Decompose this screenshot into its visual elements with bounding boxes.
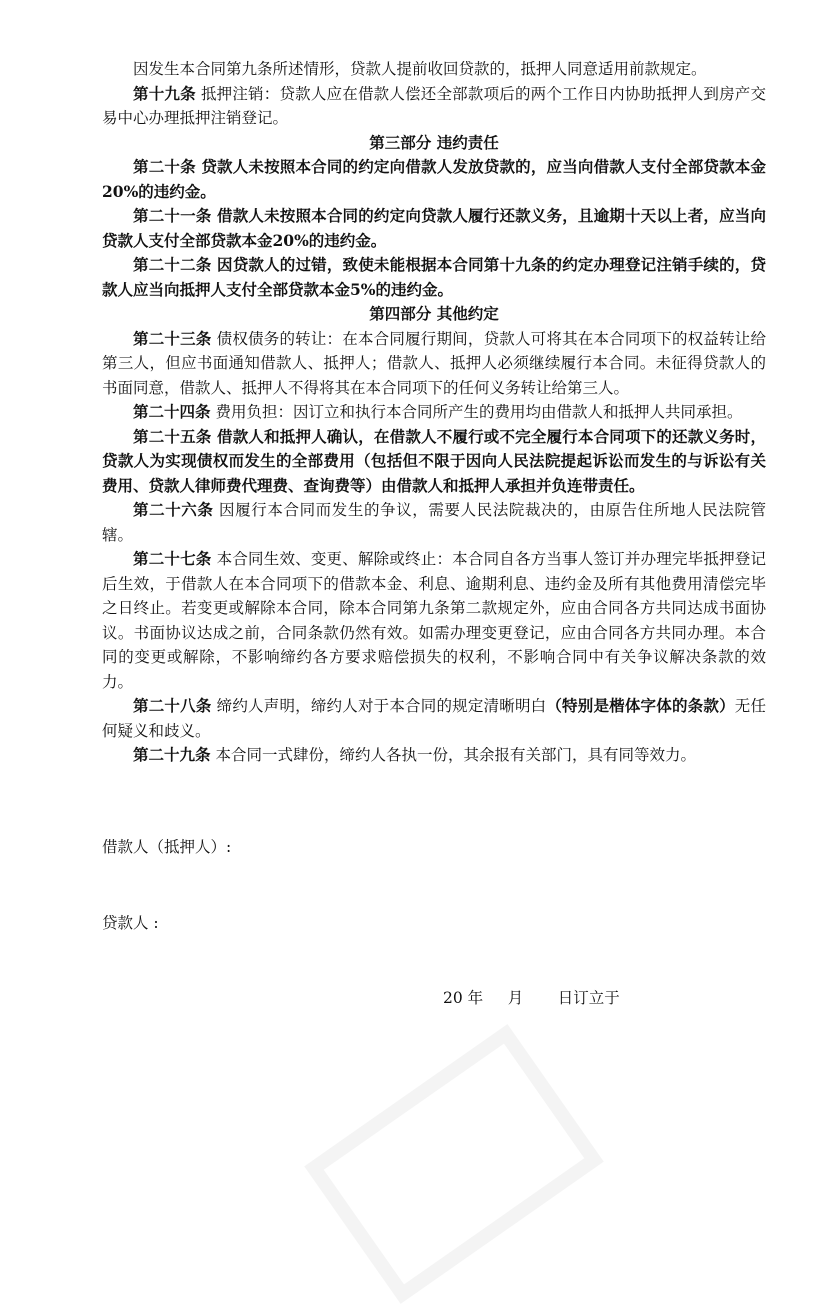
article-27-text: 本合同生效、变更、解除或终止：本合同自各方当事人签订并办理完毕抵押登记后生效，于借款人在本合同项下的借款本金、利息、逾期利息、违约金及所有其他费用清偿完毕之日终止。若变更或解除本合同，除本合同第九条第二款规定外，应由合同各方共同达成书面协议。书面协议达成之前，合同条款仍然有效。如需办理变更登记，应由合同各方共同办理。本合同的变更或解除，不影响缔约各方要求赔偿损失的权利，不影响合同中有关争议解决条款的效力。 [102,550,766,691]
article-23 [102,327,766,401]
article-28-tail: 无任何疑义和歧义。 [102,697,766,740]
paragraph-early-repayment: 因发生本合同第九条所述情形，贷款人提前收回贷款的，抵押人同意适用前款规定。 [133,60,707,78]
article-19 [102,82,766,131]
article-25: 第二十五条 借款人和抵押人确认，在借款人不履行或不完全履行本合同项下的还款义务时，贷款人为实现债权而发生的全部费用（包括但不限于因向人民法院提起诉讼而发生的与诉讼有关费用、贷款人律师费代理费、查询费等）由借款人和抵押人承担并负连带责任。 [102,426,766,495]
article-28-label: 第二十八条 [133,696,212,715]
article-19-text: 抵押注销：贷款人应在借款人偿还全部款项后的两个工作日内协助抵押人到房产交易中心办理抵押注销登记。 [102,84,766,127]
article-26-label: 第二十六条 [133,500,214,519]
section-heading-part4: 第四部分 其他约定 [369,304,499,323]
article-28-text: 缔约人声明，缔约人对于本合同的规定清晰明白 [211,697,547,715]
article-21: 第二十一条 借款人未按照本合同的约定向贷款人履行还款义务，且逾期十天以上者，应当向贷款人支付全部贷款本金20%的违约金。 [102,206,766,250]
borrower-signature-label: 借款人（抵押人）: [102,838,232,856]
article-26-text: 因履行本合同而发生的争议，需要人民法院裁决的，由原告住所地人民法院管辖。 [102,501,766,544]
article-23-text: 债权债务的转让：在本合同履行期间，贷款人可将其在本合同项下的权益转让给第三人，但应书面通知借款人、抵押人；借款人、抵押人必须继续履行本合同。未征得贷款人的书面同意，借款人、抵押人不得将其在本合同项下的任何义务转让给第三人。 [102,329,766,397]
article-24-label: 第二十四条 [133,402,211,421]
article-24 [102,400,766,425]
article-20: 第二十条 贷款人未按照本合同的约定向借款人发放贷款的，应当向借款人支付全部贷款本金20%的违约金。 [102,157,766,201]
article-27-label: 第二十七条 [133,549,212,568]
article-28-bold-phrase: （特别是楷体字体的条款） [546,696,735,715]
article-23-label: 第二十三条 [133,328,212,348]
lender-signature-label: 贷款人 : [102,914,159,932]
watermark-mark [304,1024,604,1304]
article-26 [102,498,766,547]
article-22: 第二十二条 因贷款人的过错，致使未能根据本合同第十九条的约定办理登记注销手续的，贷款人应当向抵押人支付全部贷款本金5%的违约金。 [102,255,766,299]
section-heading-part3: 第三部分 违约责任 [369,132,499,152]
article-28 [102,694,766,743]
article-24-text: 费用负担：因订立和执行本合同所产生的费用均由借款人和抵押人共同承担。 [210,403,743,421]
article-29-label: 第二十九条 [133,745,211,764]
article-29-text: 本合同一式肆份，缔约人各执一份，其余报有关部门，具有同等效力。 [210,746,696,764]
signing-date-line: 20 年 月 日订立于 [443,989,620,1007]
contract-body [102,57,766,768]
article-27 [102,547,766,694]
article-29 [102,743,766,768]
article-19-label: 第十九条 [133,83,196,103]
